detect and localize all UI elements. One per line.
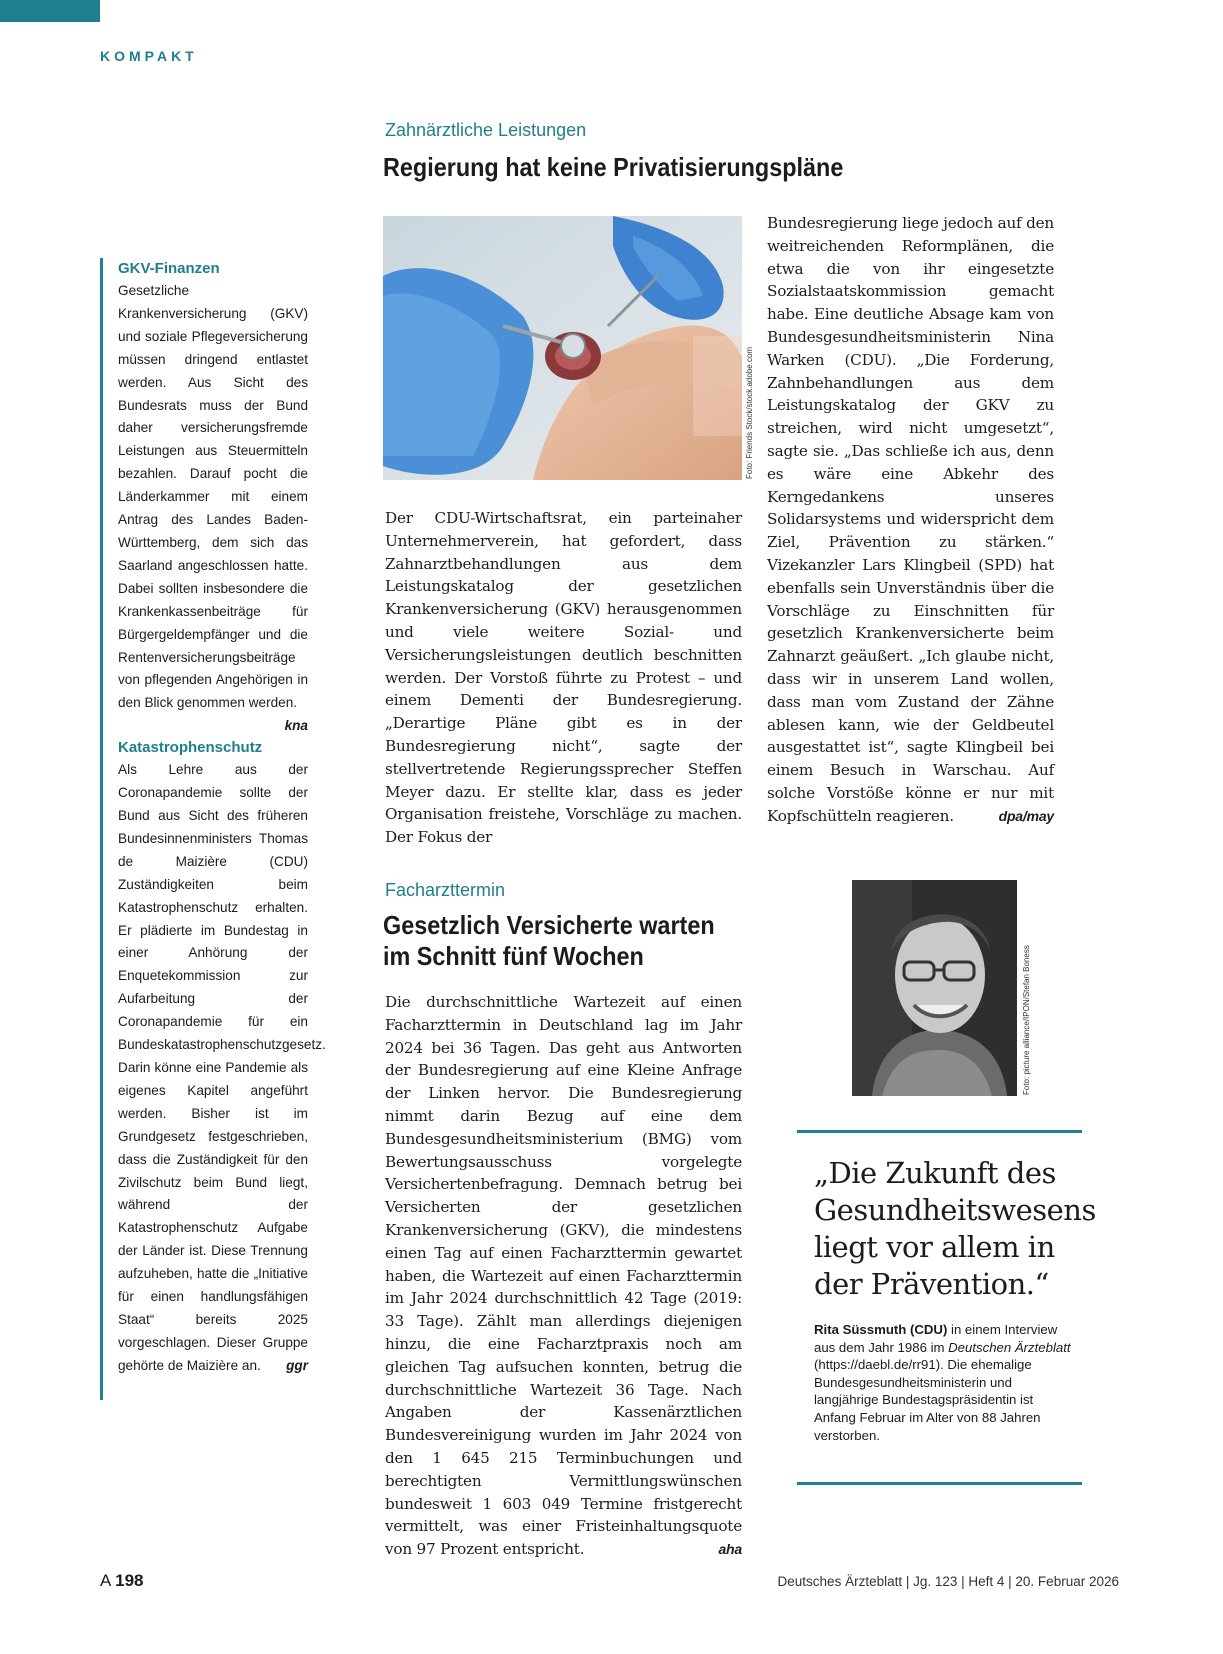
sidebar-item-text: Als Lehre aus der Coronapandemie sollte der Bund aus Sicht des früheren Bundesinnenministers Thomas de Maizière (CDU) Zuständigkeiten beim Katastrophenschutz erhalten. Er plädierte im Bundestag in einer Anhörung der Enquetekommission zur Aufarbeitung der Coronapandemie für ein Bundeskatastrophenschutzgesetz. Darin könne eine Pandemie als eigenes Kapitel angeführt werden. Bisher ist im Grundgesetz festgeschrieben, dass die Zuständigkeit für den Zivilschutz beim Bund liegt, während der Katastrophenschutz Aufgabe der Länder ist. Diese Trennung aufzuheben, hatte die „Initiative für einen handlungsfähigen Staat“ bereits 2025 vorgeschlagen. Dieser Gruppe gehörte de Maizière an. ggr — [118, 759, 308, 1377]
article-kicker: Zahnärztliche Leistungen — [385, 120, 587, 140]
section-label: KOMPAKT — [100, 48, 198, 64]
article-body-column-1: Der CDU-Wirtschaftsrat, ein parteinaher Unternehmerverein, hat gefordert, dass Zahnarztbehandlungen aus dem Leistungskatalog der gesetzlichen Krankenversicherung (GKV) herausgenommen und viele weitere Sozial- und Versicherungsleistungen deutlich beschnitten werden. Der Vorstoß führte zu Protest – und einem Dementi der Bundesregierung. „Derartige Pläne gibt es in der Bundesregierung nicht“, sagte der stellvertretende Regierungssprecher Steffen Meyer dazu. Er stellte klar, dass es jeder Organisation freistehe, Vorschläge zu machen. Der Fokus der — [385, 509, 742, 847]
sidebar-item-title: GKV-Finanzen — [118, 260, 220, 277]
sidebar-item-text: Gesetzliche Krankenversicherung (GKV) und soziale Pflegeversicherung müssen dringend entlastet werden. Aus Sicht des Bundesrats muss der Bund daher versicherungsfremde Leistungen aus Steuermitteln bezahlen. Darauf pocht die Länderkammer mit einem Antrag des Landes Baden-Württemberg, dem sich das Saarland angeschlossen hatte. Dabei sollten insbesondere die Krankenkassenbeiträge für Bürgergeldempfänger und die Rentenversicherungsbeiträge von pflegenden Angehörigen in den Blick genommen werden. kna — [118, 280, 308, 715]
author-signature: aha — [718, 1541, 742, 1558]
dentist-photo — [383, 216, 742, 480]
article-headline: Regierung hat keine Privatisierungspläne — [383, 152, 844, 182]
photo-credit: Foto: Friends Stock/stock.adobe.com — [745, 346, 754, 479]
quote-caption: Rita Süssmuth (CDU) in einem Interview aus dem Jahr 1986 im Deutschen Ärzteblatt (https://daebl.de/rr91). Die ehemalige Bundesgesundheitsministerin und langjährige Bundestagspräsidentin ist Anfang Februar im Alter von 88 Jahren verstorben. — [814, 1322, 1071, 1443]
sidebar-item-gkv-finanzen — [118, 258, 308, 734]
sidebar-news — [100, 258, 326, 1400]
portrait-photo — [852, 880, 1017, 1096]
sidebar-item-katastrophenschutz — [118, 737, 326, 1377]
photo-credit: Foto: picture alliance/IPON/Stefan Boness — [1022, 945, 1031, 1095]
page-number: A 198 — [100, 1571, 144, 1590]
author-signature: dpa/may — [998, 807, 1054, 824]
journal-info: Deutsches Ärzteblatt | Jg. 123 | Heft 4 | 20. Februar 2026 — [777, 1574, 1119, 1589]
portrait-illustration — [852, 880, 1017, 1096]
top-accent-bar — [0, 0, 100, 22]
pull-quote: „Die Zukunft des Gesundheitswesens liegt vor allem in der Prävention.“ — [814, 1156, 1096, 1301]
author-signature: kna — [284, 718, 308, 734]
article-kicker: Facharzttermin — [385, 880, 506, 900]
quote-box — [797, 1130, 1096, 1485]
article-body-column-2: Bundesregierung liege jedoch auf den weitreichenden Reformplänen, die etwa die von ihr eingesetzte Sozialstaatskommission gemacht habe. Eine deutliche Absage kam von Bundesgesundheitsministerin Nina Warken (CDU). „Die Forderung, Zahnbehandlungen aus dem Leistungskatalog der GKV zu streichen, wird nicht umgesetzt“, sagte sie. „Das schließe ich aus, denn es wäre eine Abkehr des Kerngedankens unseres Solidarsystems und widerspricht dem Ziel, Prävention zu stärken.“ Vizekanzler Lars Klingbeil (SPD) hat ebenfalls sein Unverständnis über die Vorschläge zu Einschnitten für gesetzlich Krankenversicherte beim Zahnarzt geäußert. „Ich glaube nicht, dass wir in unserem Land wollen, dass man vom Zustand der Zähne ablesen kann, wie der Geldbeutel ausgestattet ist“, sagte Klingbeil bei einem Besuch in Warschau. Auf solche Vorstöße könne er nur mit Kopfschütteln reagieren. dpa/may — [767, 212, 1054, 828]
sidebar-item-title: Katastrophenschutz — [118, 739, 263, 757]
dentist-illustration — [383, 216, 742, 480]
article-headline: Gesetzlich Versicherte warten im Schnitt fünf Wochen — [383, 910, 715, 971]
author-signature: ggr — [286, 1357, 308, 1373]
article-body: Die durchschnittliche Wartezeit auf einen Facharzttermin in Deutschland lag im Jahr 2024 bei 36 Tagen. Das geht aus Antworten der Bundesregierung auf eine Kleine Anfrage der Linken hervor. Die Bundesregierung nimmt darin Bezug auf eine dem Bundesgesundheitsministerium (BMG) vom Bewertungsausschuss vorgelegte Versichertenbefragung. Demnach betrug bei Versicherten der gesetzlichen Krankenversicherung (GKV), die mindestens einen Tag auf einen Facharzttermin gewartet haben, die Wartezeit auf einen Facharzttermin im Jahr 2024 durchschnittlich 42 Tage (2019: 33 Tage). Zählt man allerdings diejenigen hinzu, die eine Facharztpraxis noch am gleichen Tag aufsuchen konnten, betrug die durchschnittliche Wartezeit 36 Tage. Nach Angaben der Kassenärztlichen Bundesvereinigung wurden im Jahr 2024 von den 1 645 215 Terminbuchungen und berechtigten Vermittlungswünschen bundesweit 1 603 049 Termine fristgerecht vermittelt, was einer Fristeinhaltungsquote von 97 Prozent entspricht. aha — [385, 991, 742, 1561]
